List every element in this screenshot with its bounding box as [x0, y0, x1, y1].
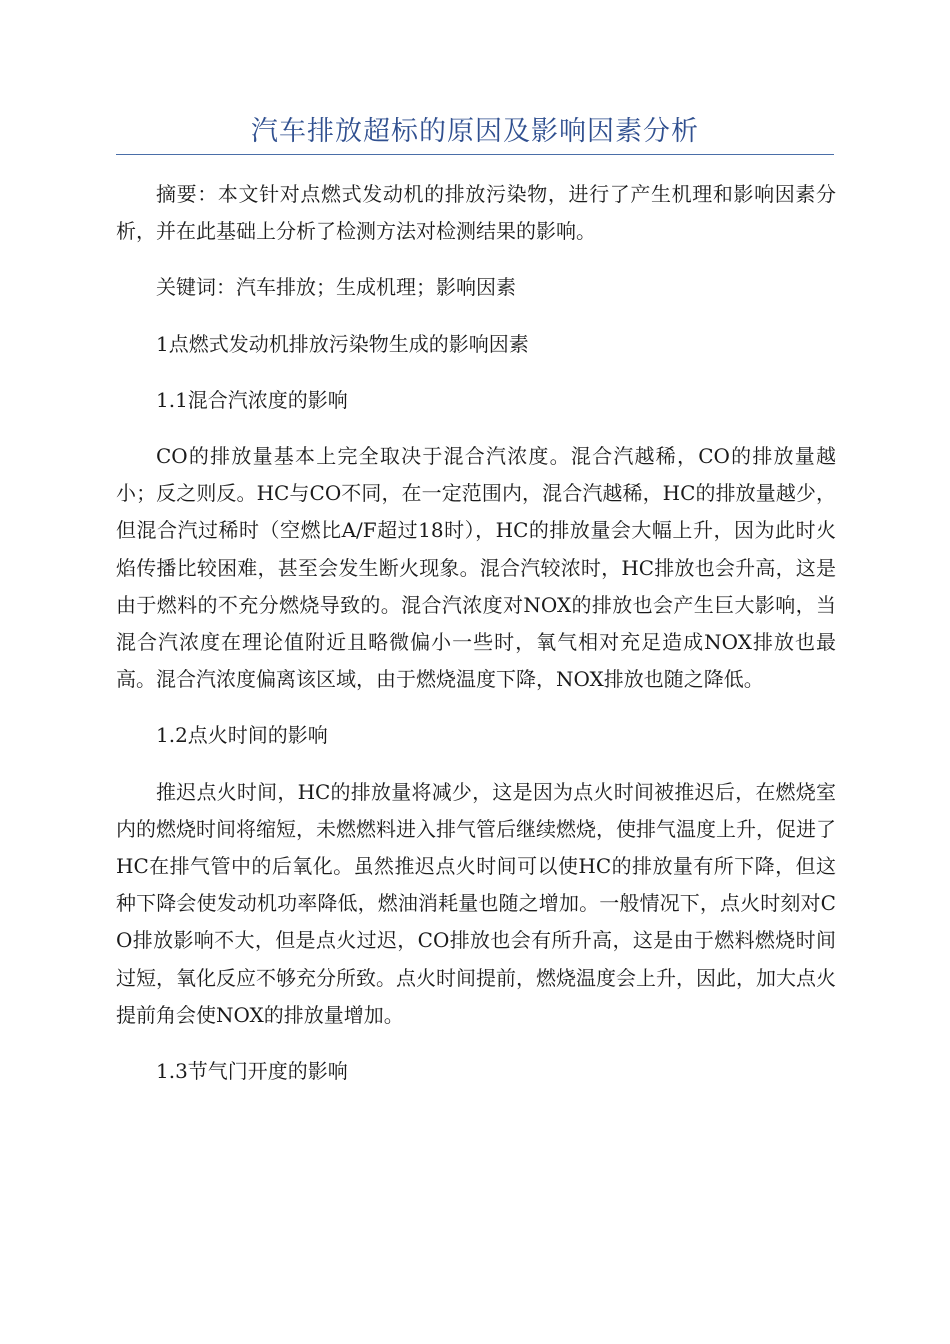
body-paragraph-mixture: CO的排放量基本上完全取决于混合汽浓度。混合汽越稀，CO的排放量越小；反之则反。HC与CO不同，在一定范围内，混合汽越稀，HC的排放量越少，但混合汽过稀时（空燃比A/F超过18时），HC的排放量会大幅上升，因为此时火焰传播比较困难，甚至会发生断火现象。混合汽较浓时，HC排放也会升高，这是由于燃料的不充分燃烧导致的。混合汽浓度对NOX的排放也会产生巨大影响，当混合汽浓度在理论值附近且略微偏小一些时，氧气相对充足造成NOX排放也最高。混合汽浓度偏离该区域，由于燃烧温度下降，NOX排放也随之降低。: [116, 444, 836, 692]
subsection-heading-1-3: 1.3节气门开度的影响: [156, 1059, 348, 1084]
document-body: [116, 176, 836, 1109]
subsection-heading-1-1: 1.1混合汽浓度的影响: [156, 387, 348, 412]
subsection-heading-1-2: 1.2点火时间的影响: [156, 723, 328, 748]
title-divider: [116, 154, 834, 155]
body-paragraph-ignition: 推迟点火时间，HC的排放量将减少，这是因为点火时间被推迟后，在燃烧室内的燃烧时间将缩短，未燃燃料进入排气管后继续燃烧，使排气温度上升，促进了HC在排气管中的后氧化。虽然推迟点火时间可以使HC的排放量有所下降，但这种下降会使发动机功率降低，燃油消耗量也随之增加。一般情况下，点火时刻对CO排放影响不大，但是点火过迟，CO排放也会有所升高，这是由于燃料燃烧时间过短，氧化反应不够充分所致。点火时间提前，燃烧温度会上升，因此，加大点火提前角会使NOX的排放量增加。: [116, 779, 836, 1027]
abstract-paragraph: 摘要：本文针对点燃式发动机的排放污染物，进行了产生机理和影响因素分析，并在此基础上分析了检测方法对检测结果的影响。: [116, 182, 836, 244]
section-heading-1: 1点燃式发动机排放污染物生成的影响因素: [156, 331, 529, 356]
document-title: 汽车排放超标的原因及影响因素分析: [251, 116, 699, 147]
keywords-paragraph: 关键词：汽车排放；生成机理；影响因素: [156, 275, 516, 300]
